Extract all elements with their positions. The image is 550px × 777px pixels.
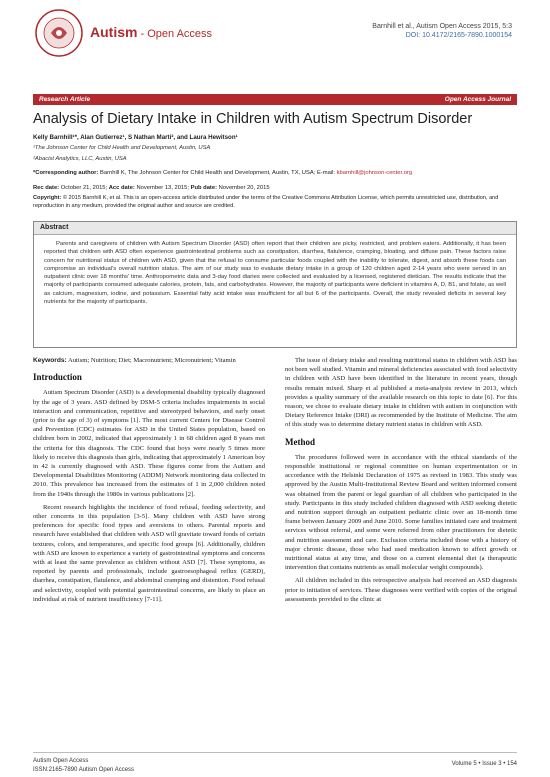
keywords: Keywords: Autism; Nutrition; Diet; Macronutrient; Micronutrient; Vitamin	[33, 357, 236, 364]
affiliation-2: ²Abacist Analytics, LLC, Austin, USA	[33, 156, 127, 162]
footer-divider	[33, 752, 517, 753]
paragraph: Autism Spectrum Disorder (ASD) is a developmental disability typically diagnosed by the age of 3 years. ASD defined by DSM-5 criteria includes impairments in social interaction and communication, repetitive and stereotyped behaviors, and early onset (prior to the age of 3) of symptoms [1]. The most current Centers for Disease Control and Prevention (CDC) estimates for ASD in the United States population, based on children born in 2002, indicated that approximately 1 in 68 children aged 8 years met the criteria for this diagnosis. The CDC found that boys were nearly 5 times more likely to receive this diagnosis than girls, indicating that approximately 1 American boy in 42 is currently diagnosed with ASD. These figures come from the Autism and Developmental Disabilities Monitoring (ADDM) Network monitoring data collected in 2010. This prevalence has increased from the estimates of 1 in 2,000 children noted from the 1940s through the 1980s in various publications [2].	[33, 389, 265, 498]
email-link[interactable]: kbarnhill@johnson-center.org	[336, 170, 413, 176]
affiliation-1: ¹The Johnson Center for Child Health and Development, Austin, USA	[33, 145, 211, 151]
corresponding-author: *Corresponding author: Barnhill K, The Johnson Center for Child Health and Development, Austin, TX, USA; E-mail: kbarnhill@johnson-center.org	[33, 170, 413, 176]
ribbon-left: Research Article	[39, 96, 91, 103]
article-title: Analysis of Dietary Intake in Children with Autism Spectrum Disorder	[33, 111, 473, 127]
right-column	[285, 356, 517, 608]
copyright-notice: Copyright: © 2015 Barnhill K, et al. This is an open-access article distributed under the terms of the Creative Commons Attribution License, which permits unrestricted use, distribution, and reproduction in any medium, provided the original author and source are credited.	[33, 195, 499, 209]
paragraph: Recent research highlights the incidence of food refusal, feeding selectivity, and other concerns in this population [3-5]. Many children with ASD have strong preferences for specific food types and aversions to others. Parental reports and research have established that children with ASD will gravitate toward foods of certain textures, colors, and temperatures, and specific food groups [6]. Additionally, children with ASD are known to experience a variety of gastrointestinal symptoms and concerns with at least the same prevalence as children without ASD [7]. These symptoms, as reported by parents and professionals, include gastroesophageal reflux (GERD), diarrhea, constipation, flatulence, and abdominal cramping and distention. Food refusal and selectivity, coupled with potential gastrointestinal concerns, are likely to place an individual at risk of nutrient insufficiency [7-11].	[33, 503, 265, 603]
abstract-heading: Abstract	[34, 222, 516, 235]
abstract-box	[33, 221, 517, 348]
article-dates: Rec date: October 21, 2015; Acc date: November 13, 2015; Pub date: November 20, 2015	[33, 185, 270, 191]
footer-volume: Volume 5 • Issue 3 • 154	[451, 761, 517, 767]
article-type-ribbon	[33, 94, 517, 105]
journal-logo-icon	[34, 8, 84, 58]
section-heading-method: Method	[285, 436, 315, 447]
paragraph: The issue of dietary intake and resulting nutritional status in children with ASD has not been well studied. Vitamin and mineral deficiencies associated with food selectivity in children with ASD have been identified in the literature in recent years, though results remain mixed. Sharp et al published a meta-analysis review in 2013, which provides a quality summary of the available research on this topic to date [6]. For this reason, we chose to evaluate dietary intake in children with autism in conjunction with Dietary Reference Intake (DRI) as recommended by the Institute of Medicine. The aim of this study was to determine dietary nutrient status in children with ASD.	[285, 357, 517, 429]
section-heading-introduction: Introduction	[33, 372, 82, 383]
left-column	[33, 356, 265, 608]
doi-link[interactable]: DOI: 10.4172/2165-7890.1000154	[405, 32, 512, 39]
paragraph: The procedures followed were in accordance with the ethical standards of the responsible institutional or regional committee on human experimentation or in accordance with the Helsinki Declaration of 1975 as revised in 1983. This study was approved by the Austin Multi-Institutional Review Board and written informed consent was obtained from the parent or legal guardian of all children who participated in the study. Participants in this study included children diagnosed with ASD seeking dietetic and nutrition support through an outpatient pediatric clinic over an 18-month time frame between January 2009 and June 2010. Some families initiated care and treatment services without referral, and some were referred from other practitioners for dietetic and nutrition assessment and care. Exclusion criteria included those with a history of major chronic disease, those who had used medication known to affect growth or nutritional status at any time, and those on a current elemental diet (a therapeutic intervention that contains nutrients as small molecular weight compounds).	[285, 453, 517, 572]
paragraph: All children included in this retrospective analysis had received an ASD diagnosis prior to initiation of services. These diagnoses were verified with copies of the original assessments provided to the clinic at	[285, 577, 517, 603]
citation-text: Barnhill et al., Autism Open Access 2015, 5:3	[372, 23, 512, 30]
footer-journal: Autism Open Access ISSN:2165-7890 Autism Open Access	[33, 758, 135, 773]
author-list: Kelly Barnhill¹*, Alan Gutierrez¹, S Nathan Marti², and Laura Hewitson¹	[33, 134, 238, 141]
citation-info	[372, 22, 512, 40]
journal-name[interactable]: Autism - Open Access	[90, 24, 213, 40]
page-header	[0, 0, 550, 62]
ribbon-right: Open Access Journal	[444, 96, 511, 103]
abstract-text: Parents and caregivers of children with Autism Spectrum Disorder (ASD) often report that their children are picky, restricted, and problem eaters. Additionally, it has been reported that children with ASD often experience gastrointestinal problems such as constipation, diarrhea, flatulence, cramping, bloating, and diffuse pain. These factors raise concern for nutritional status of children with ASD, given that the refusal to consume particular foods coupled with the inability to tolerate, digest, and absorb these foods can compromise an individual's overall nutrition status. The aim of our study was to evaluate dietary intake in a group of 120 children aged 2-14 years who were served in an outpatient clinic over 18 months' time. Anthropometric data and 3-day food diaries were collected and evaluated by a licensed, registered dietician. The results indicate that the majority of participants consumed adequate calories, protein, fats, and carbohydrates. However, the majority of participants were deficient in vitamins A, D, B1, and folate, as well as calcium, magnesium, iodine, and potassium. Essential fatty acid intake was insufficient for all but 6 of the participants. Overall, the study revealed deficits in several key nutrients for the majority of participants.	[44, 241, 506, 306]
